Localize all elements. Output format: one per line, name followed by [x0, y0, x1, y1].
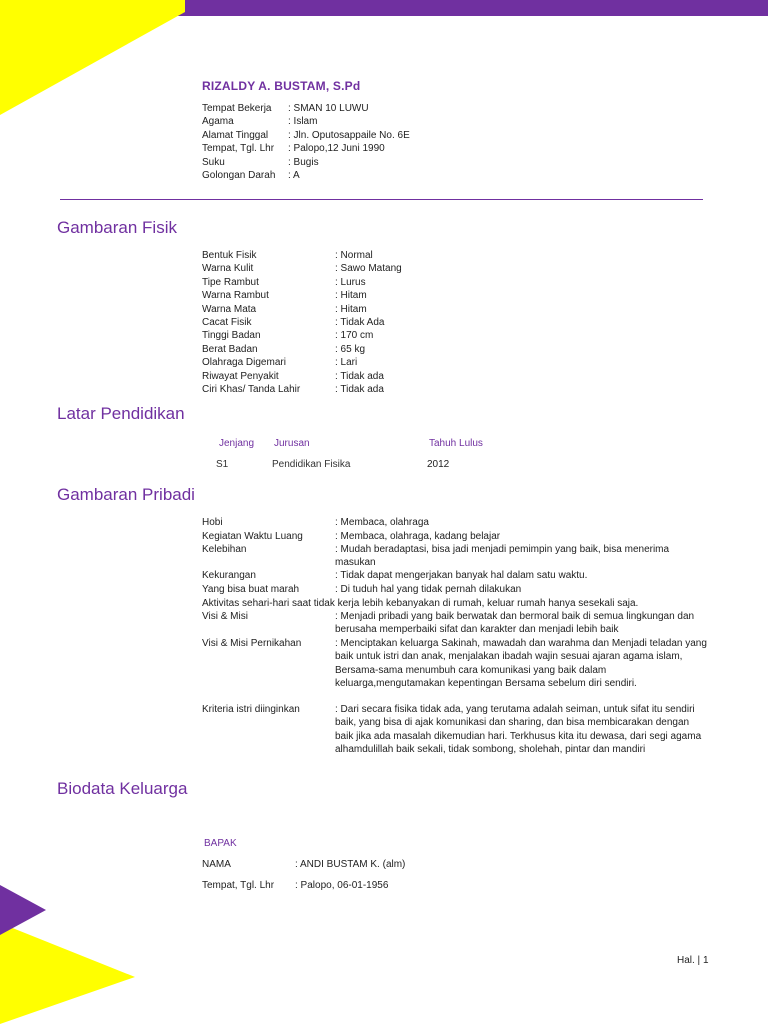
info-label: Agama	[202, 116, 234, 128]
fisik-row	[202, 303, 502, 316]
fisik-label: Ciri Khas/ Tanda Lahir	[202, 383, 301, 395]
hobi-value: : Membaca, olahraga	[335, 517, 429, 528]
fisik-value: : Lari	[335, 357, 358, 369]
info-value: : Jln. Oputosappaile No. 6E	[288, 129, 410, 141]
info-label: Alamat Tinggal	[202, 129, 269, 141]
fisik-label: Berat Badan	[202, 343, 258, 355]
section-title-keluarga: Biodata Keluarga	[57, 779, 188, 798]
info-value: : Bugis	[288, 156, 319, 168]
fisik-value: : Hitam	[335, 290, 367, 302]
info-row	[202, 115, 502, 128]
fisik-label: Riwayat Penyakit	[202, 370, 279, 382]
fisik-label: Warna Rambut	[202, 290, 269, 302]
visi-misi-label: Visi & Misi	[202, 611, 248, 622]
fisik-row	[202, 329, 502, 342]
section-title-fisik: Gambaran Fisik	[57, 218, 177, 237]
info-row	[202, 156, 502, 169]
fisik-value: : 170 cm	[335, 330, 374, 342]
info-label: Suku	[202, 156, 225, 168]
visi-misi-value: : Menjadi pribadi yang baik berwatak dan bermoral baik di semua lingkungan dan berusaha memperbaiki sifat dan karakter dan menjadi lebih baik	[335, 611, 695, 636]
kelebihan-value: : Mudah beradaptasi, bisa jadi menjadi pemimpin yang baik, bisa menerima masukan	[335, 544, 670, 569]
info-value: : A	[288, 169, 300, 181]
info-label: Tempat Bekerja	[202, 103, 272, 114]
fisik-row	[202, 383, 502, 396]
info-row	[202, 142, 502, 155]
info-row	[202, 129, 502, 142]
fisik-row	[202, 276, 502, 289]
divider	[60, 199, 703, 200]
aktivitas-text: Aktivitas sehari-hari saat tidak kerja lebih kebanyakan di rumah, keluar rumah hanya sesekali saja.	[202, 598, 639, 609]
fisik-row	[202, 316, 502, 329]
corner-decoration-bottom	[0, 885, 135, 1024]
edu-header-jenjang: Jenjang	[219, 438, 255, 449]
fisik-label: Olahraga Digemari	[202, 357, 286, 369]
visi-nikah-value: : Menciptakan keluarga Sakinah, mawadah dan warahma dan Menjadi teladan yang baik untuk istri dan anak, menjalakan ibadah wajin sesuai ajaran agama islam, Bersama-sama menumbuh cara komunikasi yang baik dalam keluarga,mengutamakan kepentingan Bersama sebelum diri sendiri.	[335, 638, 707, 689]
nama-label: NAMA	[202, 859, 231, 870]
fisik-row	[202, 289, 502, 302]
waktu-luang-label: Kegiatan Waktu Luang	[202, 531, 303, 542]
fisik-label: Tipe Rambut	[202, 276, 259, 288]
fisik-row	[202, 370, 502, 383]
fisik-row	[202, 249, 502, 262]
page-number: Hal. | 1	[677, 955, 709, 966]
kriteria-value: : Dari secara fisika tidak ada, yang terutama adalah seiman, untuk sifat itu sendiri baik, yang bisa di ajak komunikasi dan sharing, dan bisa membicarakan dengan baik jika ada masalah dikemudian hari. Terkhusus kita itu dewasa, dari segi agama alhamdulillah baik sekali, tidak sombong, sholehah, pintar dan mandiri	[335, 704, 702, 755]
fisik-label: Warna Kulit	[202, 263, 254, 275]
fisik-label: Tinggi Badan	[202, 330, 261, 342]
section-title-pendidikan: Latar Pendidikan	[57, 404, 185, 423]
nama-value: : ANDI BUSTAM K. (alm)	[295, 859, 406, 870]
marah-label: Yang bisa buat marah	[202, 584, 300, 595]
fisik-value: : Tidak ada	[335, 383, 384, 395]
edu-header-jurusan: Jurusan	[274, 438, 310, 449]
top-accent-bar	[140, 0, 768, 16]
fisik-row	[202, 343, 502, 356]
kekurangan-value: : Tidak dapat mengerjakan banyak hal dalam satu waktu.	[335, 570, 588, 581]
fisik-label: Warna Mata	[202, 303, 257, 315]
person-name: RIZALDY A. BUSTAM, S.Pd	[202, 79, 361, 93]
fisik-value: : Tidak Ada	[335, 316, 385, 328]
info-row	[202, 169, 502, 182]
physical-info	[202, 249, 502, 396]
fisik-value: : Tidak ada	[335, 370, 384, 382]
hobi-label: Hobi	[202, 517, 223, 528]
info-row	[202, 102, 502, 115]
waktu-luang-value: : Membaca, olahraga, kadang belajar	[335, 531, 501, 542]
fisik-value: : Sawo Matang	[335, 263, 402, 275]
marah-value: : Di tuduh hal yang tidak pernah dilakukan	[335, 584, 522, 595]
fisik-label: Bentuk Fisik	[202, 250, 257, 261]
corner-decoration-top	[0, 0, 185, 115]
fisik-row	[202, 356, 502, 369]
edu-header-tahun: Tahuh Lulus	[429, 438, 483, 449]
info-value: : SMAN 10 LUWU	[288, 103, 369, 114]
kriteria-label: Kriteria istri diinginkan	[202, 704, 300, 715]
ttl-value: : Palopo, 06-01-1956	[295, 880, 389, 891]
ttl-label: Tempat, Tgl. Lhr	[202, 880, 275, 891]
edu-tahun: 2012	[427, 459, 450, 470]
section-title-pribadi: Gambaran Pribadi	[57, 485, 195, 504]
info-value: : Islam	[288, 116, 318, 128]
fisik-label: Cacat Fisik	[202, 316, 252, 328]
personal-info	[202, 102, 502, 182]
fisik-row	[202, 262, 502, 275]
fisik-value: : Hitam	[335, 303, 367, 315]
info-value: : Palopo,12 Juni 1990	[288, 143, 385, 155]
edu-jurusan: Pendidikan Fisika	[272, 459, 351, 470]
visi-nikah-label: Visi & Misi Pernikahan	[202, 638, 302, 649]
fisik-value: : Normal	[335, 250, 373, 261]
info-label: Golongan Darah	[202, 169, 276, 181]
fisik-value: : 65 kg	[335, 343, 366, 355]
bapak-heading: BAPAK	[204, 838, 237, 849]
edu-jenjang: S1	[216, 459, 229, 470]
kelebihan-label: Kelebihan	[202, 544, 247, 555]
fisik-value: : Lurus	[335, 276, 366, 288]
info-label: Tempat, Tgl. Lhr	[202, 143, 275, 155]
kekurangan-label: Kekurangan	[202, 570, 256, 581]
